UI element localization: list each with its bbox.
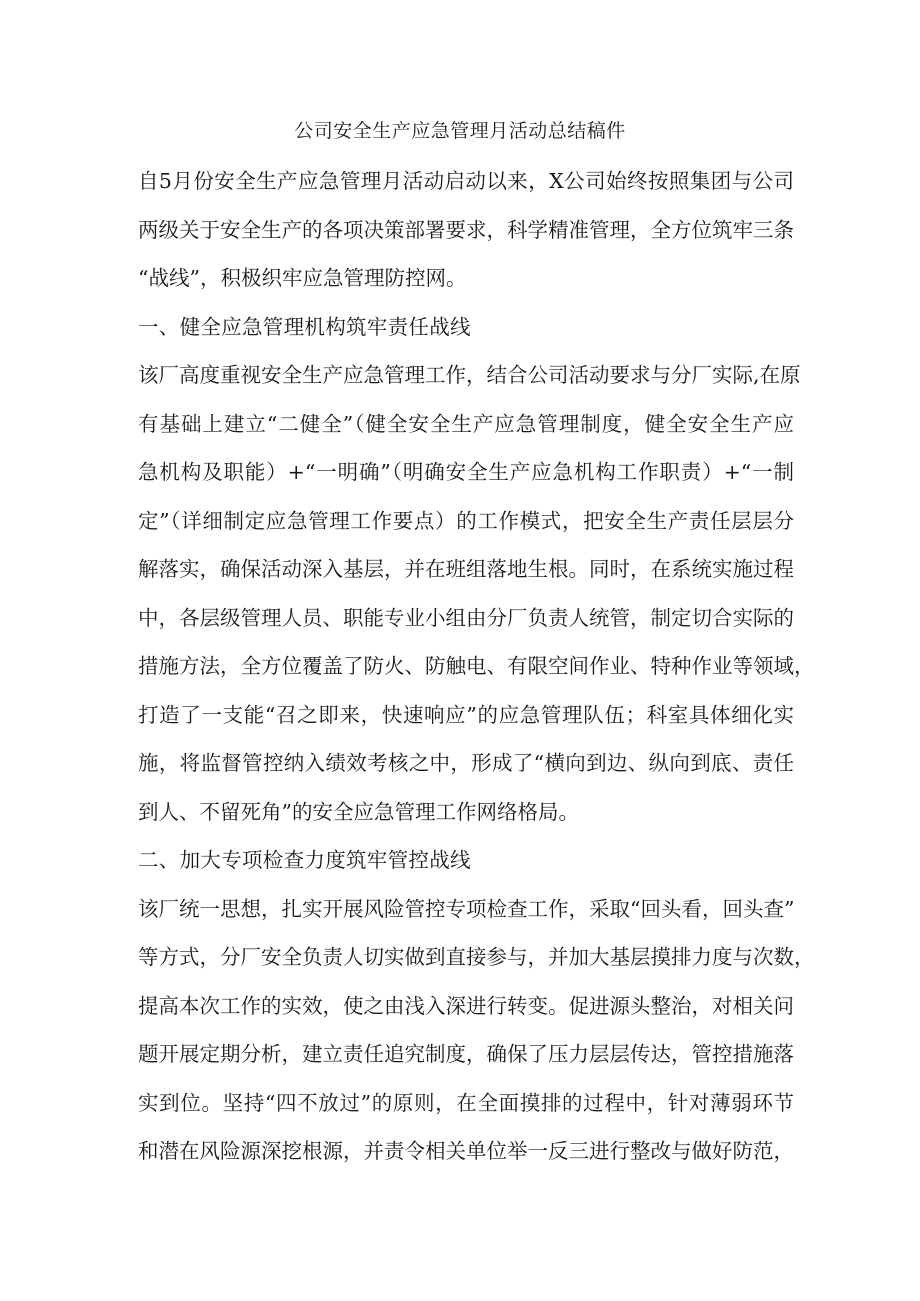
paragraph-line: 打造了一支能“召之即来，快速响应”的应急管理队伍；科室具体细化实 [138,702,794,727]
paragraph-line: 措施方法，全方位覆盖了防火、防触电、有限空间作业、特种作业等领域， [138,654,815,678]
paragraph-line: 急机构及职能）+“一明确”（明确安全生产应急机构工作职责）+“一制 [138,460,794,484]
paragraph-line: 施，将监督管控纳入绩效考核之中，形成了“横向到边、纵向到底、责任 [138,751,794,775]
paragraph-line: 两级关于安全生产的各项决策部署要求，科学精准管理，全方位筑牢三条 [138,217,794,242]
paragraph-line: 有基础上建立“二健全”（健全安全生产应急管理制度，健全安全生产应 [138,411,794,436]
document-body [138,164,815,1183]
section-heading: 一、健全应急管理机构筑牢责任战线 [138,314,471,339]
paragraph-line: 该厂高度重视安全生产应急管理工作，结合公司活动要求与分厂实际,在原 [138,363,801,387]
paragraph-line: 提高本次工作的实效，使之由浅入深进行转变。促进源头整治，对相关问 [138,993,794,1018]
paragraph-line: 实到位。坚持“四不放过”的原则，在全面摸排的过程中，针对薄弱环节 [138,1090,794,1115]
document-title: 公司安全生产应急管理月活动总结稿件 [294,120,626,142]
paragraph-line: 定”（详细制定应急管理工作要点）的工作模式，把安全生产责任层层分 [138,508,794,533]
paragraph-line: 等方式，分厂安全负责人切实做到直接参与，并加大基层摸排力度与次数， [138,945,815,969]
paragraph-line: “战线”，积极织牢应急管理防控网。 [138,266,467,290]
section-heading: 二、加大专项检查力度筑牢管控战线 [138,848,471,872]
paragraph-line: 和潜在风险源深挖根源，并责令相关单位举一反三进行整改与做好防范， [138,1139,794,1163]
paragraph-line: 自5月份安全生产应急管理月活动启动以来，X公司始终按照集团与公司 [138,169,794,193]
paragraph-line: 到人、不留死角”的安全应急管理工作网络格局。 [138,799,579,824]
paragraph-line: 该厂统一思想，扎实开展风险管控专项检查工作，采取“回头看，回头查” [138,896,795,921]
paragraph-line: 题开展定期分析，建立责任追究制度，确保了压力层层传达，管控措施落 [138,1042,794,1066]
paragraph-line: 解落实，确保活动深入基层，并在班组落地生根。同时，在系统实施过程 [138,557,794,581]
paragraph-line: 中，各层级管理人员、职能专业小组由分厂负责人统管，制定切合实际的 [138,605,794,630]
